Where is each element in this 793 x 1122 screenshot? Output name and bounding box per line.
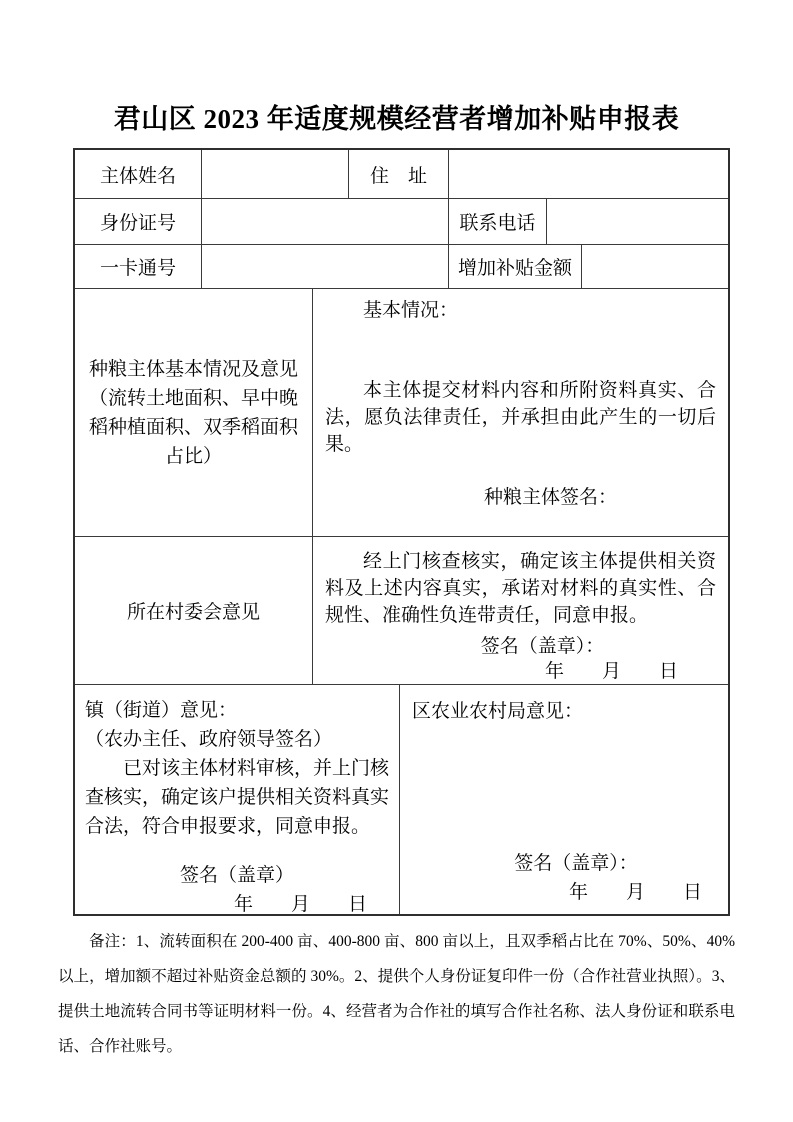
footnote: 备注：1、流转面积在 200-400 亩、400-800 亩、800 亩以上，且双季稻占比在 70%、50%、40%以上，增加额不超过补贴资金总额的 30%。2、提供个人身份证复印件一份（合作社营业执照）。3、提供土地流转合同书等证明材料一份。4、经营者为合作社的填写合作社名称、法人身份证和联系电话、合作社账号。 [58, 933, 735, 1055]
id-number-label: 身份证号 [99, 213, 176, 234]
village-row-label: 所在村委会意见 [126, 602, 260, 623]
village-signature-label: 签名（盖章）： [480, 636, 605, 657]
row-card-subsidy [75, 244, 728, 288]
row-subject-name-address [75, 150, 728, 198]
subject-name-field[interactable] [201, 150, 348, 198]
grower-declaration: 本主体提交材料内容和所附资料真实、合法，愿负法律责任，并承担由此产生的一切后果。 [325, 380, 716, 455]
card-number-label: 一卡通号 [99, 258, 176, 279]
row-town-district-section [75, 684, 728, 914]
town-date-line: 年 月 日 [233, 894, 367, 914]
village-date-line: 年 月 日 [544, 661, 678, 682]
village-section-cell[interactable] [312, 537, 728, 684]
row-grower-section [75, 288, 728, 536]
grower-row-label: 种粮主体基本情况及意见（流转土地面积、早中晚稻种植面积、双季稻面积占比） [88, 358, 298, 467]
district-opinion-heading: 区农业农村局意见： [412, 701, 584, 722]
phone-label: 联系电话 [448, 199, 546, 244]
id-number-field[interactable] [201, 199, 448, 244]
application-form-table [73, 148, 730, 916]
district-date-line: 年 月 日 [568, 882, 702, 903]
row-id-phone [75, 198, 728, 244]
village-statement: 经上门核查核实，确定该主体提供相关资料及上述内容真实，承诺对材料的真实性、合规性、准确性负连带责任，同意申报。 [325, 551, 716, 626]
district-signature-label: 签名（盖章）： [514, 853, 638, 874]
town-statement: 已对该主体材料审核，并上门核查核实，确定该户提供相关资料真实合法，符合申报要求，同意申报。 [85, 758, 390, 837]
grower-section-cell[interactable] [312, 289, 728, 536]
district-section-cell[interactable] [399, 685, 728, 914]
town-section-cell[interactable] [75, 685, 399, 914]
card-number-field[interactable] [201, 245, 448, 288]
address-field[interactable] [448, 150, 728, 198]
row-village-section [75, 536, 728, 684]
subsidy-amount-field[interactable] [581, 245, 728, 288]
grower-date-line [325, 534, 716, 536]
page-title: 君山区 2023 年适度规模经营者增加补贴申报表 [113, 104, 680, 134]
subsidy-amount-label: 增加补贴金额 [448, 245, 581, 288]
town-opinion-subheading: （农办主任、政府领导签名） [85, 729, 333, 750]
phone-field[interactable] [546, 199, 728, 244]
basic-info-heading: 基本情况： [363, 300, 459, 321]
subject-name-label: 主体姓名 [99, 165, 176, 187]
address-label: 住 址 [348, 150, 448, 198]
grower-signature-label: 种粮主体签名： [483, 487, 617, 508]
town-signature-label: 签名（盖章） [179, 865, 294, 886]
town-opinion-heading: 镇（街道）意见： [85, 700, 238, 721]
